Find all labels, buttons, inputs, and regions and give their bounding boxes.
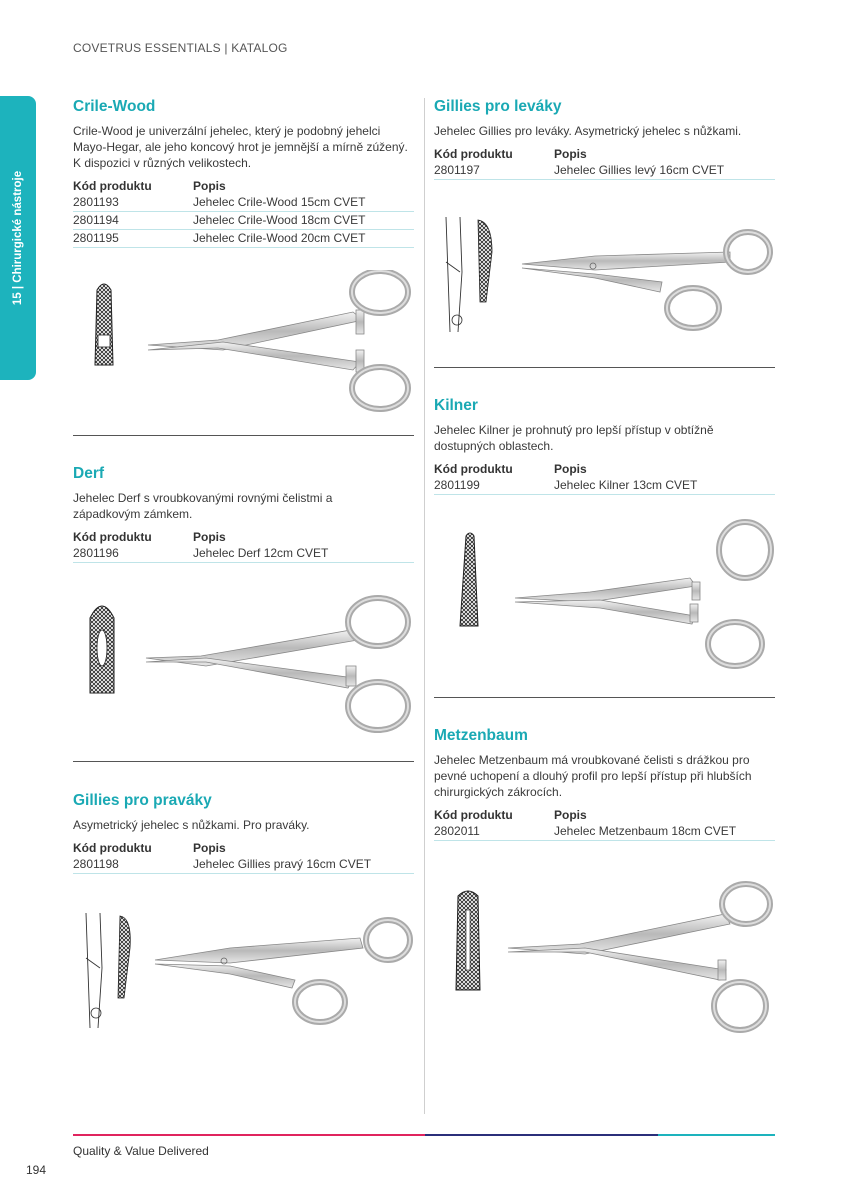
section-divider [73,761,414,762]
table-row [73,545,414,563]
product-code: 2801194 [73,212,193,230]
table-row [73,194,414,212]
section-description: Crile-Wood je univerzální jehelec, který je podobný jehelci Mayo-Hegar, ale jeho koncový hrot je jemnější a mírně zúžený. K dispozici v různých velikostech. [73,124,408,170]
section-kilner [434,397,775,495]
gillies-right-illustration [80,908,416,1038]
product-code: 2802011 [434,823,554,841]
table-row [434,162,775,180]
section-description: Jehelec Derf s vroubkovanými rovnými čelistmi a západkovým zámkem. [73,491,333,521]
product-desc: Jehelec Gillies pravý 16cm CVET [193,856,414,874]
col-header-desc: Popis [554,147,587,161]
section-title: Crile-Wood [73,98,156,115]
section-title: Derf [73,465,105,482]
product-code: 2801199 [434,477,554,495]
section-gillies-right [73,792,414,874]
product-desc: Jehelec Derf 12cm CVET [193,545,414,563]
table-row [73,230,414,248]
section-crile-wood [73,98,414,248]
gillies-left-illustration [440,212,776,342]
col-header-desc: Popis [193,841,226,855]
section-title: Gillies pro praváky [73,792,212,809]
page-header: COVETRUS ESSENTIALS | KATALOG [73,41,288,55]
product-code: 2801198 [73,856,193,874]
table-row [434,823,775,841]
product-desc: Jehelec Metzenbaum 18cm CVET [554,823,775,841]
table-row [73,212,414,230]
product-table [434,147,775,180]
section-metzenbaum [434,727,775,841]
col-header-code: Kód produktu [434,808,513,822]
product-desc: Jehelec Kilner 13cm CVET [554,477,775,495]
section-divider [73,435,414,436]
table-row [73,856,414,874]
product-desc: Jehelec Crile-Wood 18cm CVET [193,212,414,230]
chapter-tab [0,96,36,380]
col-header-desc: Popis [554,462,587,476]
footer-bar-navy [425,1134,658,1136]
col-header-code: Kód produktu [73,841,152,855]
crile-wood-illustration [88,270,418,415]
section-title: Gillies pro leváky [434,98,562,115]
section-description: Jehelec Metzenbaum má vroubkované čelisti s drážkou pro pevné uchopení a dlouhý profil pro lepší přístup při hlubších chirurgických zákrocích. [434,753,752,799]
section-title: Kilner [434,397,478,414]
col-header-desc: Popis [193,179,226,193]
table-row [434,477,775,495]
section-divider [434,697,775,698]
kilner-illustration [450,516,776,671]
product-code: 2801196 [73,545,193,563]
col-header-desc: Popis [554,808,587,822]
section-gillies-left [434,98,775,180]
product-table [73,530,414,563]
footer-tagline: Quality & Value Delivered [73,1144,209,1158]
column-divider [424,98,425,1114]
product-table [434,808,775,841]
section-description: Jehelec Gillies pro leváky. Asymetrický jehelec s nůžkami. [434,124,742,138]
product-desc: Jehelec Crile-Wood 15cm CVET [193,194,414,212]
footer-bar-red [73,1134,425,1136]
product-desc: Jehelec Gillies levý 16cm CVET [554,162,775,180]
col-header-code: Kód produktu [73,179,152,193]
product-code: 2801193 [73,194,193,212]
page-number: 194 [26,1163,47,1177]
product-table [434,462,775,495]
product-desc: Jehelec Crile-Wood 20cm CVET [193,230,414,248]
section-derf [73,465,414,563]
col-header-code: Kód produktu [434,147,513,161]
section-title: Metzenbaum [434,727,528,744]
metzenbaum-illustration [450,878,776,1038]
product-code: 2801197 [434,162,554,180]
chapter-tab-label: 15 | Chirurgické nástroje [12,170,24,306]
product-table [73,179,414,248]
product-code: 2801195 [73,230,193,248]
col-header-code: Kód produktu [434,462,513,476]
derf-illustration [86,588,416,738]
product-table [73,841,414,874]
col-header-desc: Popis [193,530,226,544]
section-description: Jehelec Kilner je prohnutý pro lepší přístup v obtížně dostupných oblastech. [434,423,714,453]
col-header-code: Kód produktu [73,530,152,544]
section-description: Asymetrický jehelec s nůžkami. Pro praváky. [73,818,310,832]
section-divider [434,367,775,368]
footer-bar-teal [658,1134,775,1136]
